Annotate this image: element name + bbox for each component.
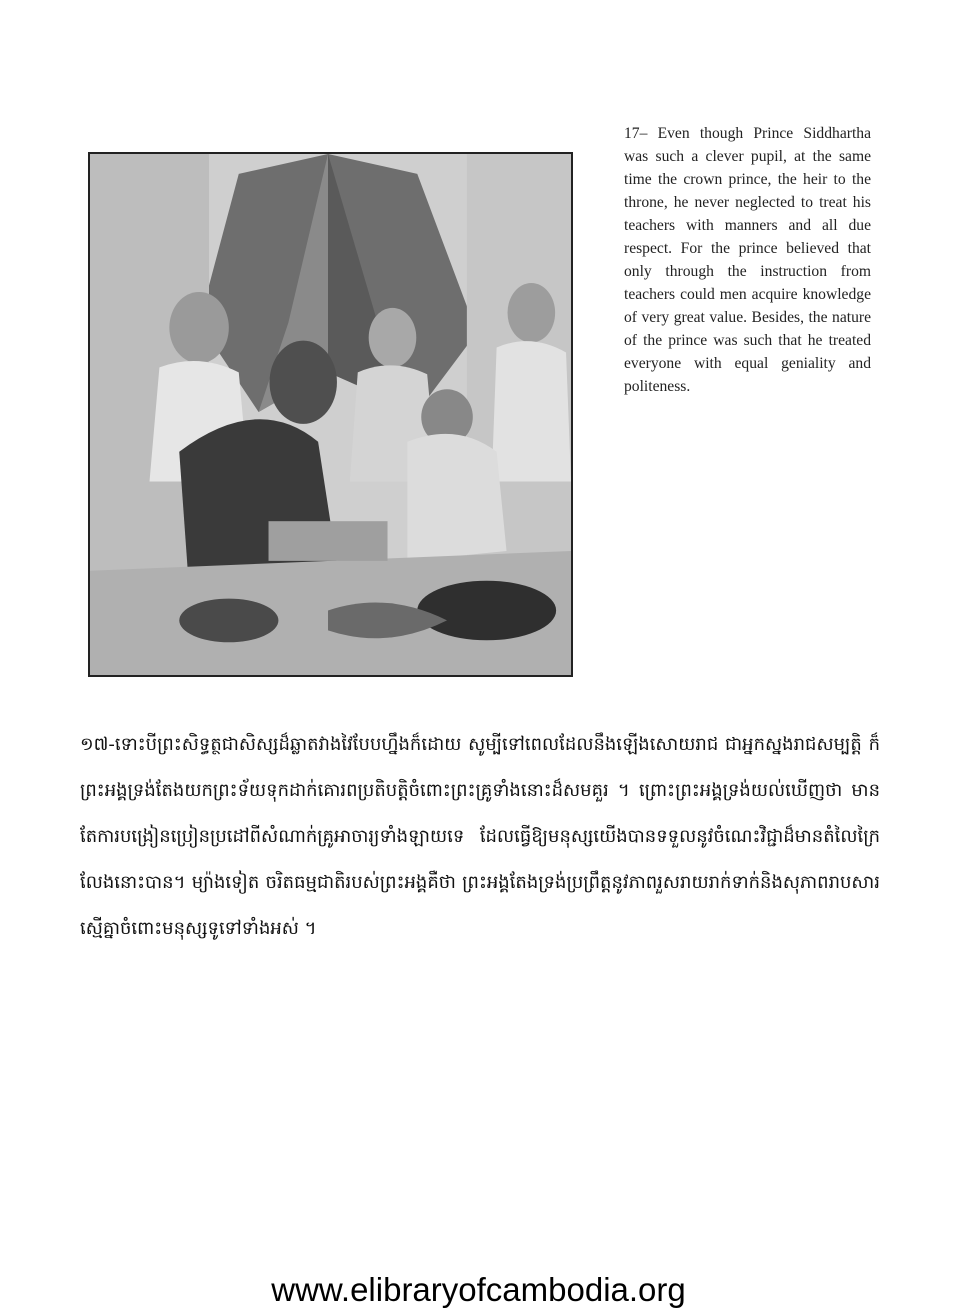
english-caption: 17– Even though Prince Siddhartha was such a clever pupil, at the same time the crown prince, the heir to the throne, he never neglected to treat his teachers with manners and all due respect. For the prince believed that only through the instruction from teachers could men acquire knowledge of very great value. Besides, the nature of the prince was such that he treated everyone with equal geniality and politeness. [624, 125, 871, 395]
illustration-drawing [90, 154, 571, 675]
footer-url[interactable]: www.elibraryofcambodia.org [271, 1271, 686, 1308]
khmer-paragraph: ១៧-ទោះបីព្រះសិទ្ធត្ថជាសិស្សដ៏ឆ្លាតវាងវៃបែបហ្នឹងក៏ដោយ សូម្បីទៅពេលដែលនឹងឡើងសោយរាជ ជាអ្នកស្នងរាជសម្បត្តិ ក៏ព្រះអង្គទ្រង់តែងយកព្រះទ័យទុកដាក់គោរពប្រតិបត្តិចំពោះព្រះគ្រូទាំងនោះដ៏សមគួរ ។ ព្រោះព្រះអង្គទ្រង់យល់ឃើញថា មានតែការបង្រៀនប្រៀនប្រដៅពីសំណាក់គ្រូអាចារ្យទាំងឡាយទេ ដែលធ្វើឱ្យមនុស្សយើងបានទទួលនូវចំណេះវិជ្ជាដ៏មានតំលៃក្រៃលែងនោះបាន។ ម្យ៉ាងទៀត ចរិតធម្មជាតិរបស់ព្រះអង្គគឺថា ព្រះអង្គតែងទ្រង់ប្រព្រឹត្តនូវភាពរួសរាយរាក់ទាក់និងសុភាពរាបសារស្មើគ្នាចំពោះមនុស្សទូទៅទាំងអស់ ។ [80, 734, 880, 939]
illustration-image [88, 152, 573, 677]
